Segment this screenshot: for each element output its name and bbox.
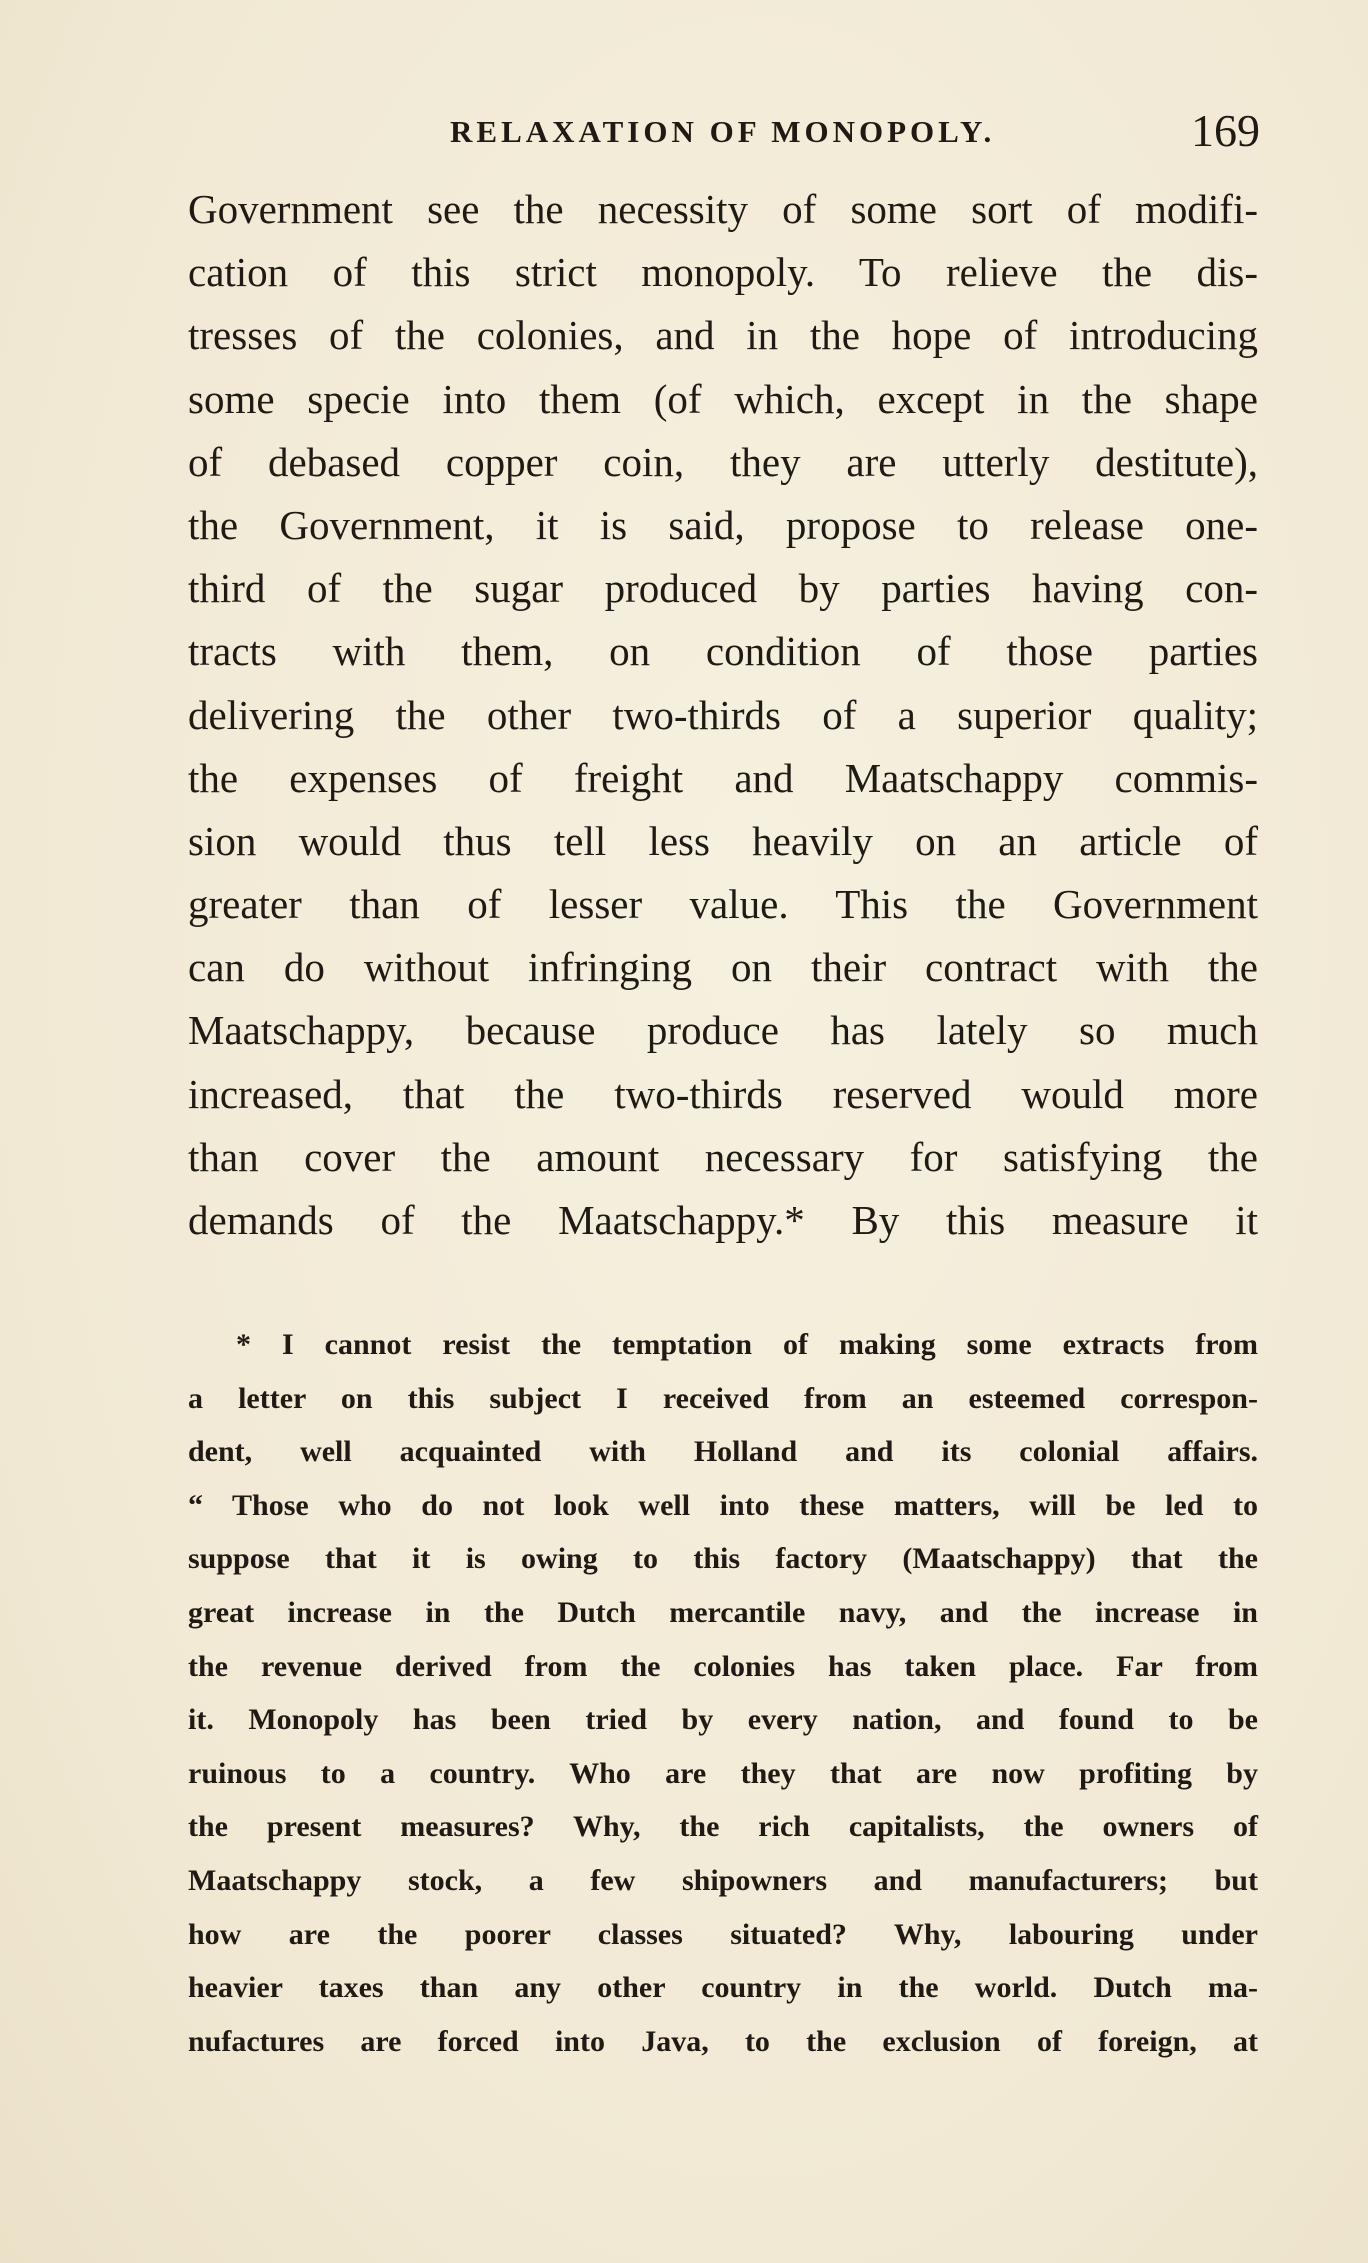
footnote-line: “ Those who do not look well into these matters, will be led to [188,1488,1258,1522]
text-line: the expenses of freight and Maatschappy commis- [188,754,1258,801]
text-line: tresses of the colonies, and in the hope of introducing [188,312,1258,359]
text-line: than cover the amount necessary for satisfying the [188,1133,1258,1180]
text-line: Maatschappy, because produce has lately so much [188,1007,1258,1054]
footnote-line: dent, well acquainted with Holland and its colonial affairs. [188,1435,1258,1469]
text-line: can do without infringing on their contract with the [188,944,1258,991]
footnote-line: the present measures? Why, the rich capitalists, the owners of [188,1810,1258,1844]
footnote [188,1318,1258,2068]
text-line: delivering the other two-thirds of a superior quality; [188,691,1258,738]
main-text [188,178,1258,1252]
footnote-line: * I cannot resist the temptation of making some extracts from [236,1328,1258,1361]
footnote-line: nufactures are forced into Java, to the exclusion of foreign, at [188,2024,1258,2058]
footnote-line: great increase in the Dutch mercantile navy, and the increase in [188,1595,1258,1629]
text-line: the Government, it is said, propose to release one- [188,501,1258,548]
footnote-line: heavier taxes than any other country in the world. Dutch ma- [188,1971,1258,2005]
text-line: Government see the necessity of some sort of modifi- [188,186,1258,232]
page-header [188,104,1260,164]
text-line: tracts with them, on condition of those parties [188,628,1258,675]
text-line: some specie into them (of which, except in the shape [188,375,1258,422]
footnote-line: how are the poorer classes situated? Why, labouring under [188,1917,1258,1951]
footnote-line: it. Monopoly has been tried by every nation, and found to be [188,1703,1258,1737]
text-line: cation of this strict monopoly. To relieve the dis- [188,249,1258,296]
text-line: of debased copper coin, they are utterly destitute), [188,438,1258,485]
page-number: 169 [1191,105,1260,156]
footnote-line: ruinous to a country. Who are they that are now profiting by [188,1756,1258,1790]
text-line: sion would thus tell less heavily on an article of [188,817,1258,864]
footnote-line: Maatschappy stock, a few shipowners and manufacturers; but [188,1863,1258,1897]
text-line: demands of the Maatschappy.* By this measure it [188,1197,1258,1243]
footnote-line: a letter on this subject I received from an esteemed correspon- [188,1381,1258,1415]
running-title: RELAXATION OF MONOPOLY. [450,114,996,149]
footnote-line: the revenue derived from the colonies has taken place. Far from [188,1649,1258,1683]
footnote-line: suppose that it is owing to this factory (Maatschappy) that the [188,1542,1258,1576]
text-line: increased, that the two-thirds reserved would more [188,1070,1258,1117]
text-line: greater than of lesser value. This the Government [188,881,1258,928]
text-line: third of the sugar produced by parties having con- [188,565,1258,612]
